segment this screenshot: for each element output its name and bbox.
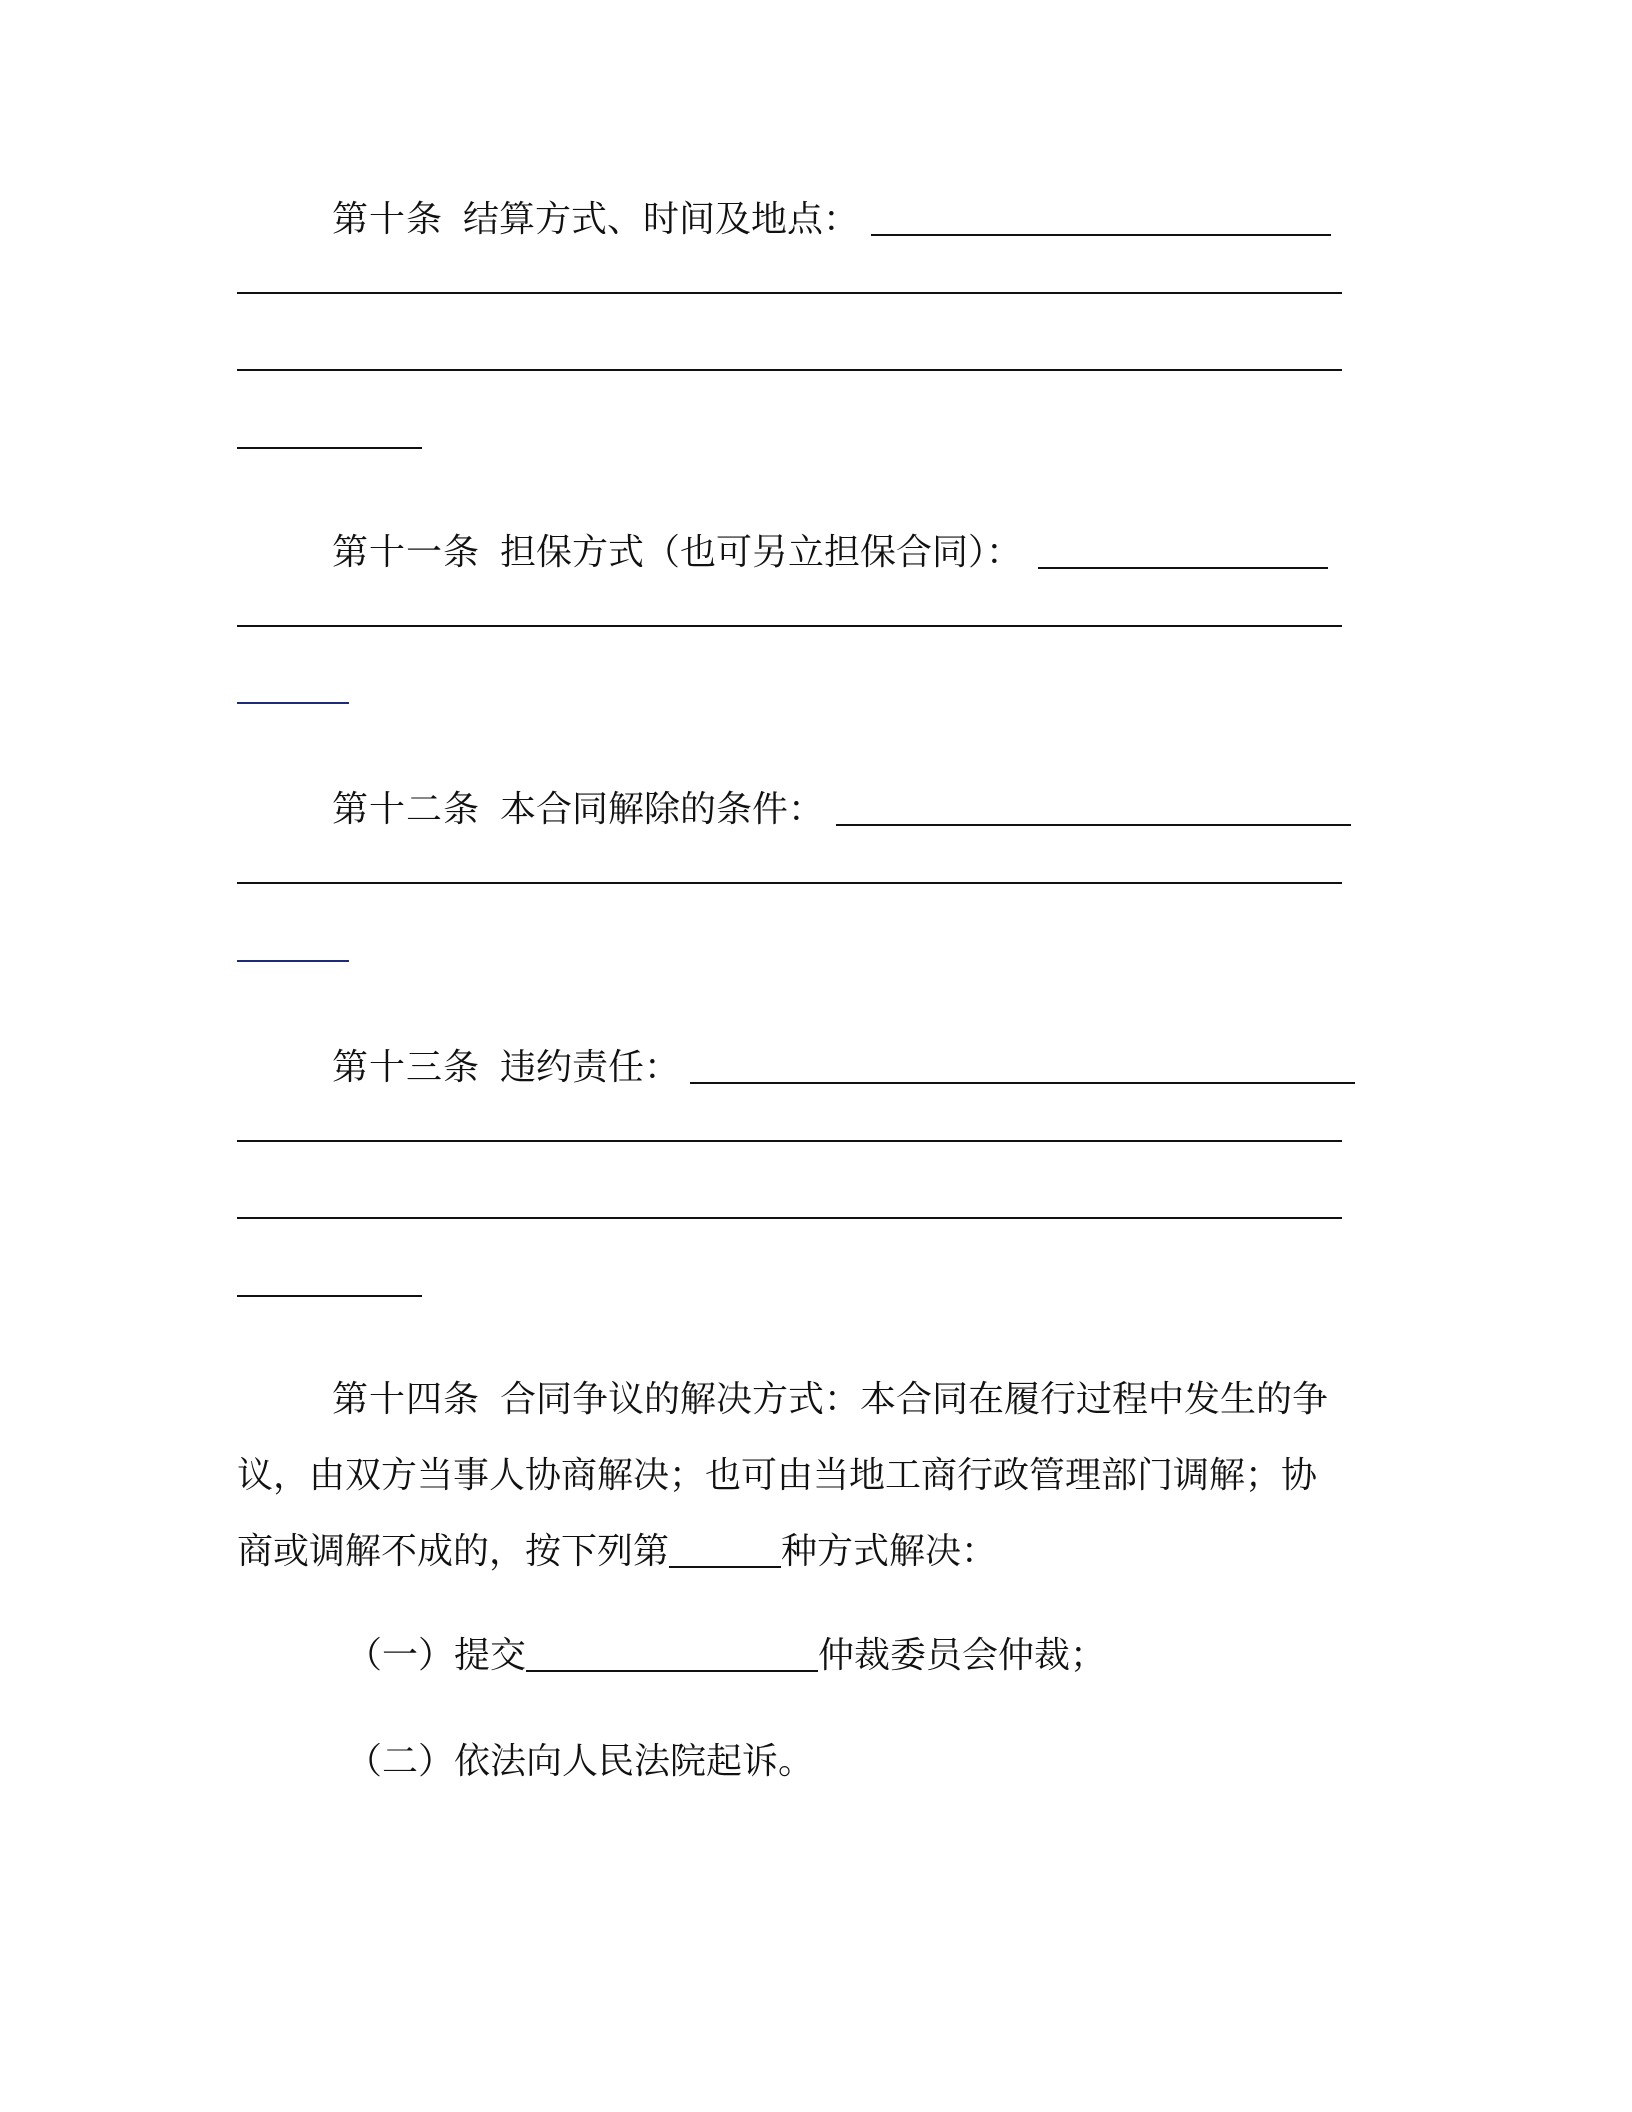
article-10-line-2: [237, 250, 1342, 300]
option-1-text-a: （一）提交: [346, 1635, 527, 1676]
article-13-blank-4[interactable]: [237, 1295, 422, 1297]
article-11-line-3: [237, 660, 349, 710]
article-14-method-number-blank[interactable]: [669, 1566, 781, 1568]
article-10-blank-3[interactable]: [237, 369, 1342, 371]
option-2-text: （二）依法向人民法院起诉。: [346, 1741, 815, 1782]
article-12-blank-1[interactable]: [836, 824, 1351, 826]
article-14-text-1: 合同争议的解决方式：本合同在履行过程中发生的争: [500, 1379, 1329, 1420]
article-12-line-3: [237, 918, 349, 968]
article-13-title: 违约责任：: [500, 1047, 681, 1088]
article-10-line-3: [237, 327, 1342, 377]
article-11-blank-1[interactable]: [1038, 567, 1328, 569]
article-10-line: [332, 192, 1331, 242]
article-13-line-4: [237, 1253, 422, 1303]
article-10-heading: 第十条: [332, 199, 444, 240]
arbitration-committee-blank[interactable]: [526, 1670, 818, 1672]
article-11-line: [332, 525, 1328, 575]
article-11-line-2: [237, 583, 1342, 633]
article-14-text-3b: 种方式解决：: [781, 1531, 998, 1572]
article-14-text-3a: 商或调解不成的，按下列第: [237, 1531, 670, 1572]
article-11-title: 担保方式（也可另立担保合同）：: [500, 532, 1023, 573]
article-13-heading: 第十三条: [332, 1047, 481, 1088]
article-13-blank-1[interactable]: [690, 1082, 1355, 1084]
article-12-line-2: [237, 840, 1342, 890]
article-13-line-3: [237, 1175, 1342, 1225]
article-12-line: [332, 782, 1351, 832]
article-13-line-2: [237, 1098, 1342, 1148]
article-11-blank-2[interactable]: [237, 625, 1342, 627]
article-14-option-2: [346, 1734, 814, 1784]
article-12-title: 本合同解除的条件：: [500, 789, 825, 830]
article-13-blank-2[interactable]: [237, 1140, 1342, 1142]
article-12-blank-3[interactable]: [237, 960, 349, 962]
article-10-blank-4[interactable]: [237, 447, 422, 449]
article-10-line-4: [237, 405, 422, 455]
article-12-blank-2[interactable]: [237, 882, 1342, 884]
article-13-line: [332, 1040, 1355, 1090]
article-11-blank-3[interactable]: [237, 702, 349, 704]
article-10-title: 结算方式、时间及地点：: [463, 199, 860, 240]
article-10-blank-1[interactable]: [871, 234, 1331, 236]
article-14-line-2: [237, 1448, 1317, 1498]
article-10-blank-2[interactable]: [237, 292, 1342, 294]
option-1-text-b: 仲裁委员会仲裁；: [818, 1635, 1107, 1676]
article-11-heading: 第十一条: [332, 532, 481, 573]
article-13-blank-3[interactable]: [237, 1217, 1342, 1219]
article-14-line-3: [237, 1524, 997, 1574]
article-12-heading: 第十二条: [332, 789, 481, 830]
article-14-text-2: 议，由双方当事人协商解决；也可由当地工商行政管理部门调解；协: [237, 1455, 1318, 1496]
article-14-heading: 第十四条: [332, 1379, 481, 1420]
article-14-line-1: [332, 1372, 1328, 1422]
article-14-option-1: [346, 1628, 1106, 1678]
